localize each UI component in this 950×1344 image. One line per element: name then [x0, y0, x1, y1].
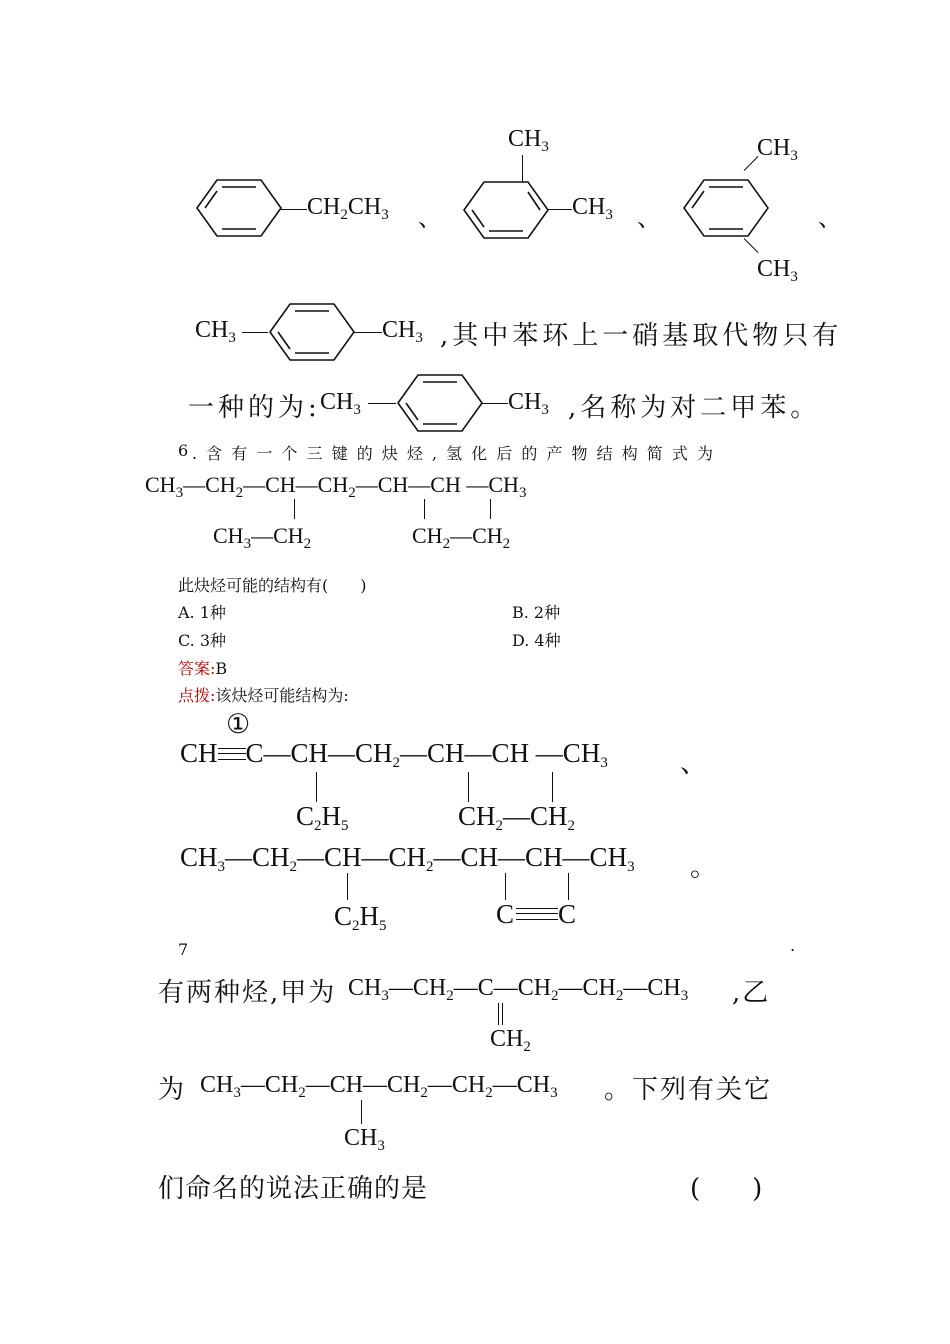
jia-structure: $CH_3—CH_2—C—CH_2—CH_2—CH_3$ [348, 975, 689, 1004]
triple-bond [516, 908, 558, 920]
methyl-top: $CH_3$ [757, 135, 798, 164]
bond [424, 499, 425, 519]
answer-prefix: 一种的为: [188, 393, 321, 423]
q6-structure-main: $CH_3—CH_2—CH—CH_2—CH—CH$ $—CH_3$ [145, 472, 527, 501]
q6-hint [178, 683, 349, 706]
separator: 、 [637, 206, 661, 232]
q6-branch-ethyl: $CH_3—CH_2$ [213, 523, 312, 552]
methyl-left: $CH_3$ [320, 389, 361, 418]
bond [368, 403, 396, 404]
benzene-ring-ethylbenzene [195, 178, 285, 240]
bond [354, 332, 382, 333]
q7-dot: . [790, 936, 796, 955]
answer-value: B [215, 659, 228, 678]
methyl-right: $CH_3$ [382, 317, 423, 346]
methyl-top: $CH_3$ [508, 126, 549, 155]
alkyne2-branch-left: C [496, 899, 515, 929]
bond [468, 772, 469, 802]
bond [281, 209, 307, 210]
jia-end: ,乙 [732, 978, 771, 1008]
methyl-bottom: $CH_3$ [757, 256, 798, 285]
end-mark: 。 [690, 852, 717, 882]
bond [361, 1100, 362, 1124]
q6-stem: . 含 有 一 个 三 键 的 炔 烃 , 氢 化 后 的 产 物 结 构 简 式 为 [192, 444, 715, 463]
q6-option-a: A. 1种 [178, 603, 226, 622]
q7-paren: ( ) [690, 1174, 763, 1204]
bond [548, 209, 572, 210]
methyl-left: $CH_3$ [195, 317, 236, 346]
double-bond [498, 1003, 503, 1025]
q6-number: 6 [178, 441, 189, 460]
answer-label: 答案: [178, 659, 216, 678]
yi-sub: $CH_3$ [344, 1125, 385, 1154]
benzene-ring-m-xylene [682, 178, 772, 240]
q7-number: 7 [178, 940, 189, 959]
benzene-ring-o-xylene [462, 180, 552, 242]
bond [316, 772, 317, 802]
q6-question: 此炔烃可能的结构有( ) [178, 576, 367, 595]
methyl-right: $CH_3$ [508, 389, 549, 418]
alkyne1-branch: $CH_2—CH_2$ [458, 801, 576, 834]
alkyne1-ethyl: $C_2H_5$ [296, 801, 349, 834]
alkyne1-main: CH $C—CH—CH_2—CH—CH$ $—CH_3$ [180, 738, 608, 771]
bond [522, 155, 523, 182]
bond [744, 238, 759, 253]
bond [505, 873, 506, 900]
bond [347, 873, 348, 900]
yi-prefix: 为 [158, 1075, 189, 1105]
benzene-ring-p-xylene-answer [396, 373, 486, 433]
ethyl-substituent: $CH_2CH_3$ [307, 194, 389, 223]
q7-intro: 有两种烃,甲为 [158, 978, 337, 1008]
q6-option-b: B. 2种 [512, 603, 561, 622]
q7-question: 们命名的说法正确的是 [158, 1174, 429, 1204]
methyl-right: $CH_3$ [572, 194, 613, 223]
triple-bond [218, 748, 246, 760]
answer-suffix: ,名称为对二甲苯。 [568, 393, 821, 423]
yi-structure: $CH_3—CH_2—CH—CH_2—CH_2—CH_3$ [200, 1072, 558, 1101]
alkyne2-main: $CH_3—CH_2—CH—CH_2—CH—CH—CH_3$ [180, 842, 635, 875]
q6-answer [178, 656, 227, 679]
separator: 、 [680, 748, 707, 778]
hint-text: 该炔烃可能结构为: [215, 686, 349, 705]
alkyne2-ethyl: $C_2H_5$ [334, 901, 387, 934]
bond [568, 873, 569, 900]
bond [294, 499, 295, 519]
bond [552, 772, 553, 802]
separator: 、 [418, 206, 442, 232]
separator: 、 [818, 206, 842, 232]
alkyne2-branch-right: C [558, 899, 577, 929]
jia-sub: $CH_2$ [490, 1026, 531, 1055]
bond [482, 403, 508, 404]
para-description: ,其中苯环上一硝基取代物只有 [440, 321, 843, 351]
q6-option-d: D. 4种 [512, 631, 561, 650]
hint-label: 点拨: [178, 686, 216, 705]
q6-option-c: C. 3种 [178, 631, 227, 650]
q6-branch-ring: $CH_2—CH_2$ [412, 523, 511, 552]
benzene-ring-p-xylene [268, 302, 358, 362]
yi-end: 。下列有关它 [604, 1075, 773, 1105]
bond [490, 499, 491, 519]
bond [242, 332, 268, 333]
position-marker: ① [226, 709, 251, 739]
